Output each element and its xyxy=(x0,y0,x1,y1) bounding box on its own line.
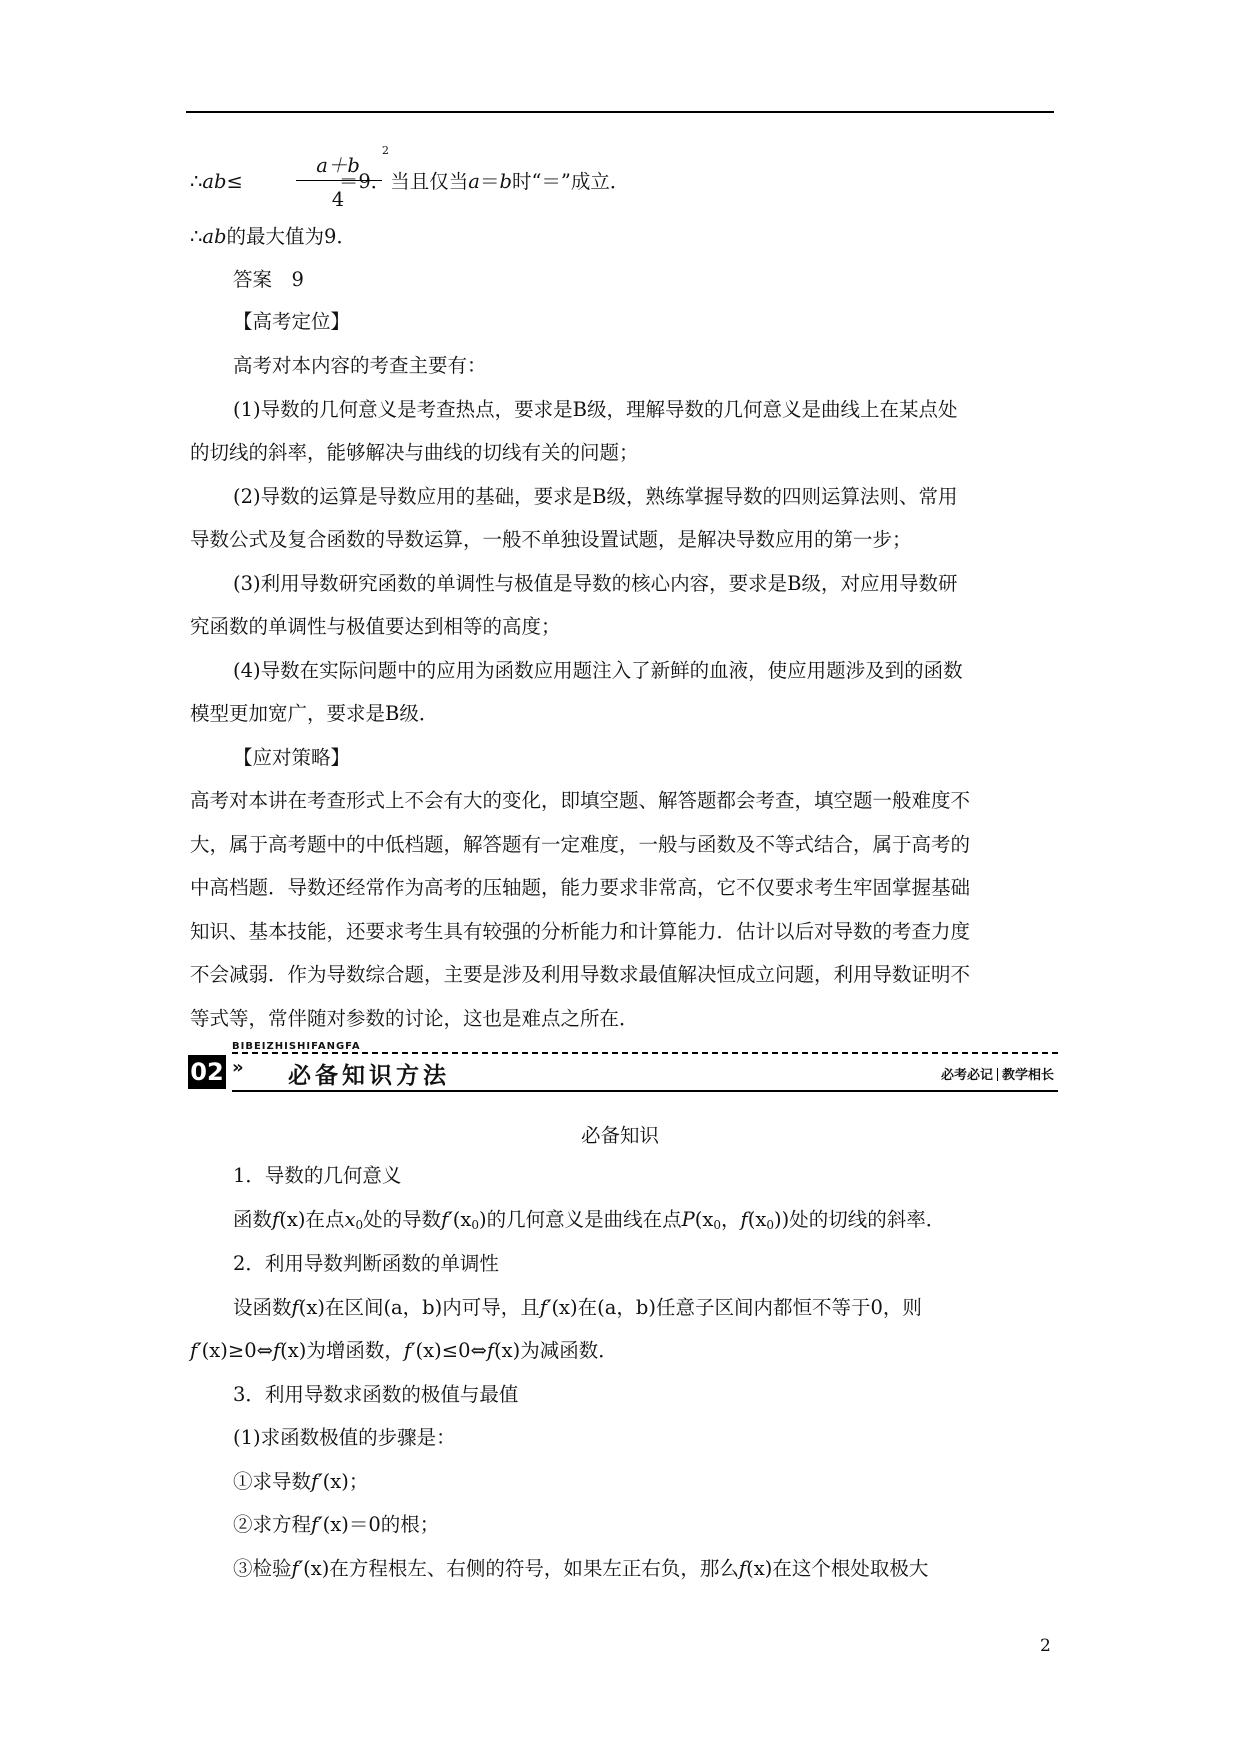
var-ab: ab xyxy=(202,170,227,193)
t: 函数 xyxy=(233,1208,273,1231)
t: ②求方程 xyxy=(233,1513,312,1536)
fraction-exponent: 2 xyxy=(382,144,389,157)
func-fprime: f′ xyxy=(441,1208,453,1231)
t: (x xyxy=(694,1208,714,1231)
t: (x xyxy=(452,1208,472,1231)
func-f: f xyxy=(291,1296,299,1319)
func-f: f xyxy=(486,1339,495,1362)
t: (x xyxy=(747,1208,767,1231)
section-banner xyxy=(188,1041,1058,1091)
section-title: 必备知识方法 xyxy=(288,1063,450,1089)
paragraph-2-line-1: (2)导数的运算是导数应用的基础，要求是B级，熟练掌握导数的四则运算法则、常用 xyxy=(233,485,958,508)
section-tag-2: 教学相长 xyxy=(1001,1068,1054,1083)
paragraph-4-line-1: (4)导数在实际问题中的应用为函数应用题注入了新鲜的血液，使应用题涉及到的函数 xyxy=(233,659,963,682)
t: ， xyxy=(721,1208,741,1231)
t: (x)； xyxy=(322,1470,369,1493)
paragraph-intro: 高考对本内容的考查主要有： xyxy=(233,354,487,377)
t: ①求导数 xyxy=(233,1470,312,1493)
func-fprime: f′ xyxy=(291,1557,304,1580)
t: )的几何意义是曲线在点 xyxy=(479,1208,682,1231)
page-number: 2 xyxy=(1040,1636,1051,1656)
func-fprime: f′ xyxy=(403,1339,416,1362)
fraction-bar xyxy=(296,180,382,181)
section-tag-1: 必考必记 xyxy=(940,1068,993,1083)
t: (x)在方程根左、右侧的符号，如果左正右负，那么 xyxy=(303,1557,739,1580)
t: 处的导数 xyxy=(363,1208,442,1231)
func-fprime: f′ xyxy=(311,1513,323,1536)
func-fprime: f′ xyxy=(539,1296,552,1319)
strategy-line-2: 大，属于高考题中的中低档题，解答题有一定难度，一般与函数及不等式结合，属于高考的 xyxy=(190,833,971,856)
fraction-denominator: 4 xyxy=(331,188,345,211)
t: (x)＝0的根； xyxy=(322,1513,440,1536)
paragraph-3-line-1: (3)利用导数研究函数的单调性与极值是导数的核心内容，要求是B级，对应用导数研 xyxy=(233,572,958,595)
le-symbol: ≤ xyxy=(226,170,243,193)
heading-strategy: 【应对策略】 xyxy=(233,746,351,769)
item-2-text-1 xyxy=(233,1296,1056,1320)
strategy-line-1: 高考对本讲在考查形式上不会有大的变化，即填空题、解答题都会考查，填空题一般难度不 xyxy=(190,789,971,812)
tag-separator xyxy=(997,1068,998,1081)
section-pinyin: BIBEIZHISHIFANGFA xyxy=(232,1041,361,1052)
item-3-step-1 xyxy=(233,1470,1056,1494)
item-2-heading: 2．利用导数判断函数的单调性 xyxy=(233,1252,499,1275)
section-tags xyxy=(941,1064,1054,1083)
t: (x) xyxy=(279,1208,306,1231)
eq-symbol: ＝ xyxy=(479,170,500,193)
fraction-numerator: a＋b xyxy=(316,154,360,177)
strategy-line-4: 知识、基本技能，还要求考生具有较强的分析能力和计算能力．估计以后对导数的考查力度 xyxy=(190,920,971,943)
t: (x)为增函数， xyxy=(280,1339,404,1362)
paragraph-4-line-2: 模型更加宽广，要求是B级． xyxy=(190,702,439,725)
func-f: f xyxy=(738,1557,747,1580)
t: (x)≥0⇔ xyxy=(201,1339,273,1362)
therefore-symbol: ∴ xyxy=(190,170,203,193)
item-3-step-3 xyxy=(233,1557,1056,1581)
func-f: f xyxy=(272,1339,281,1362)
t: (x)在这个根处取极大 xyxy=(746,1557,929,1580)
max-value-line xyxy=(190,225,1056,249)
max-value-text: 的最大值为9． xyxy=(226,225,356,248)
knowledge-title: 必备知识 xyxy=(580,1124,659,1147)
subscript: 0 xyxy=(355,1218,364,1232)
item-3-step-2 xyxy=(233,1513,1056,1537)
item-3-heading: 3．利用导数求函数的极值与最值 xyxy=(233,1383,519,1406)
paragraph-1-line-1: (1)导数的几何意义是考查热点，要求是B级，理解导数的几何意义是曲线上在某点处 xyxy=(233,398,958,421)
section-bottom-rule xyxy=(232,1090,1058,1092)
item-2-text-2 xyxy=(190,1339,1056,1363)
item-1-heading: 1．导数的几何意义 xyxy=(233,1164,402,1187)
subscript: 0 xyxy=(766,1218,774,1232)
strategy-line-5: 不会减弱．作为导数综合题，主要是涉及利用导数求最值解决恒成立问题，利用导数证明不 xyxy=(190,963,971,986)
var-ab: ab xyxy=(202,225,227,248)
t: (x) xyxy=(298,1296,325,1319)
var-a: a xyxy=(468,170,480,193)
strategy-line-6: 等式等，常伴随对参数的讨论，这也是难点之所在． xyxy=(190,1007,639,1030)
t: (x)≤0⇔ xyxy=(415,1339,487,1362)
func-f: f xyxy=(272,1208,280,1231)
section-number: 02 xyxy=(188,1055,226,1089)
chevron-icon: » xyxy=(232,1057,244,1078)
func-fprime: f′ xyxy=(311,1470,323,1493)
t: ))处的切线的斜率． xyxy=(774,1208,946,1231)
t: 在点 xyxy=(305,1208,345,1231)
func-fprime: f′ xyxy=(190,1339,202,1362)
t: ③检验 xyxy=(233,1557,292,1580)
answer-line: 答案 9 xyxy=(233,268,304,291)
t: (x)在(a，b)任意子区间内都恒不等于0，则 xyxy=(551,1296,922,1319)
inequality-text: ＝9．当且仅当 xyxy=(338,170,469,193)
paragraph-1-line-2: 的切线的斜率，能够解决与曲线的切线有关的问题； xyxy=(190,441,639,464)
paragraph-3-line-2: 究函数的单调性与极值要达到相等的高度； xyxy=(190,615,561,638)
subscript: 0 xyxy=(471,1218,480,1232)
var-x: x xyxy=(344,1208,356,1231)
paragraph-2-line-2: 导数公式及复合函数的导数运算，一般不单独设置试题，是解决导数应用的第一步； xyxy=(190,528,912,551)
section-dashed-rule xyxy=(232,1052,1058,1054)
func-f: f xyxy=(740,1208,748,1231)
strategy-line-3: 中高档题．导数还经常作为高考的压轴题，能力要求非常高，它不仅要求考生牢固掌握基础 xyxy=(190,876,971,899)
point-P: P xyxy=(681,1208,695,1231)
t: (x)为减函数． xyxy=(494,1339,618,1362)
inequality-end: 时“＝”成立． xyxy=(511,170,630,193)
item-1-text xyxy=(233,1208,1056,1237)
header-rule xyxy=(186,111,1054,113)
therefore-symbol: ∴ xyxy=(190,225,203,248)
item-3-step-intro: (1)求函数极值的步骤是： xyxy=(233,1426,456,1449)
t: 在区间(a，b)内可导，且 xyxy=(324,1296,540,1319)
t: 设函数 xyxy=(233,1296,292,1319)
subscript: 0 xyxy=(713,1218,722,1232)
var-b: b xyxy=(499,170,512,193)
heading-gaokao-position: 【高考定位】 xyxy=(233,310,351,333)
